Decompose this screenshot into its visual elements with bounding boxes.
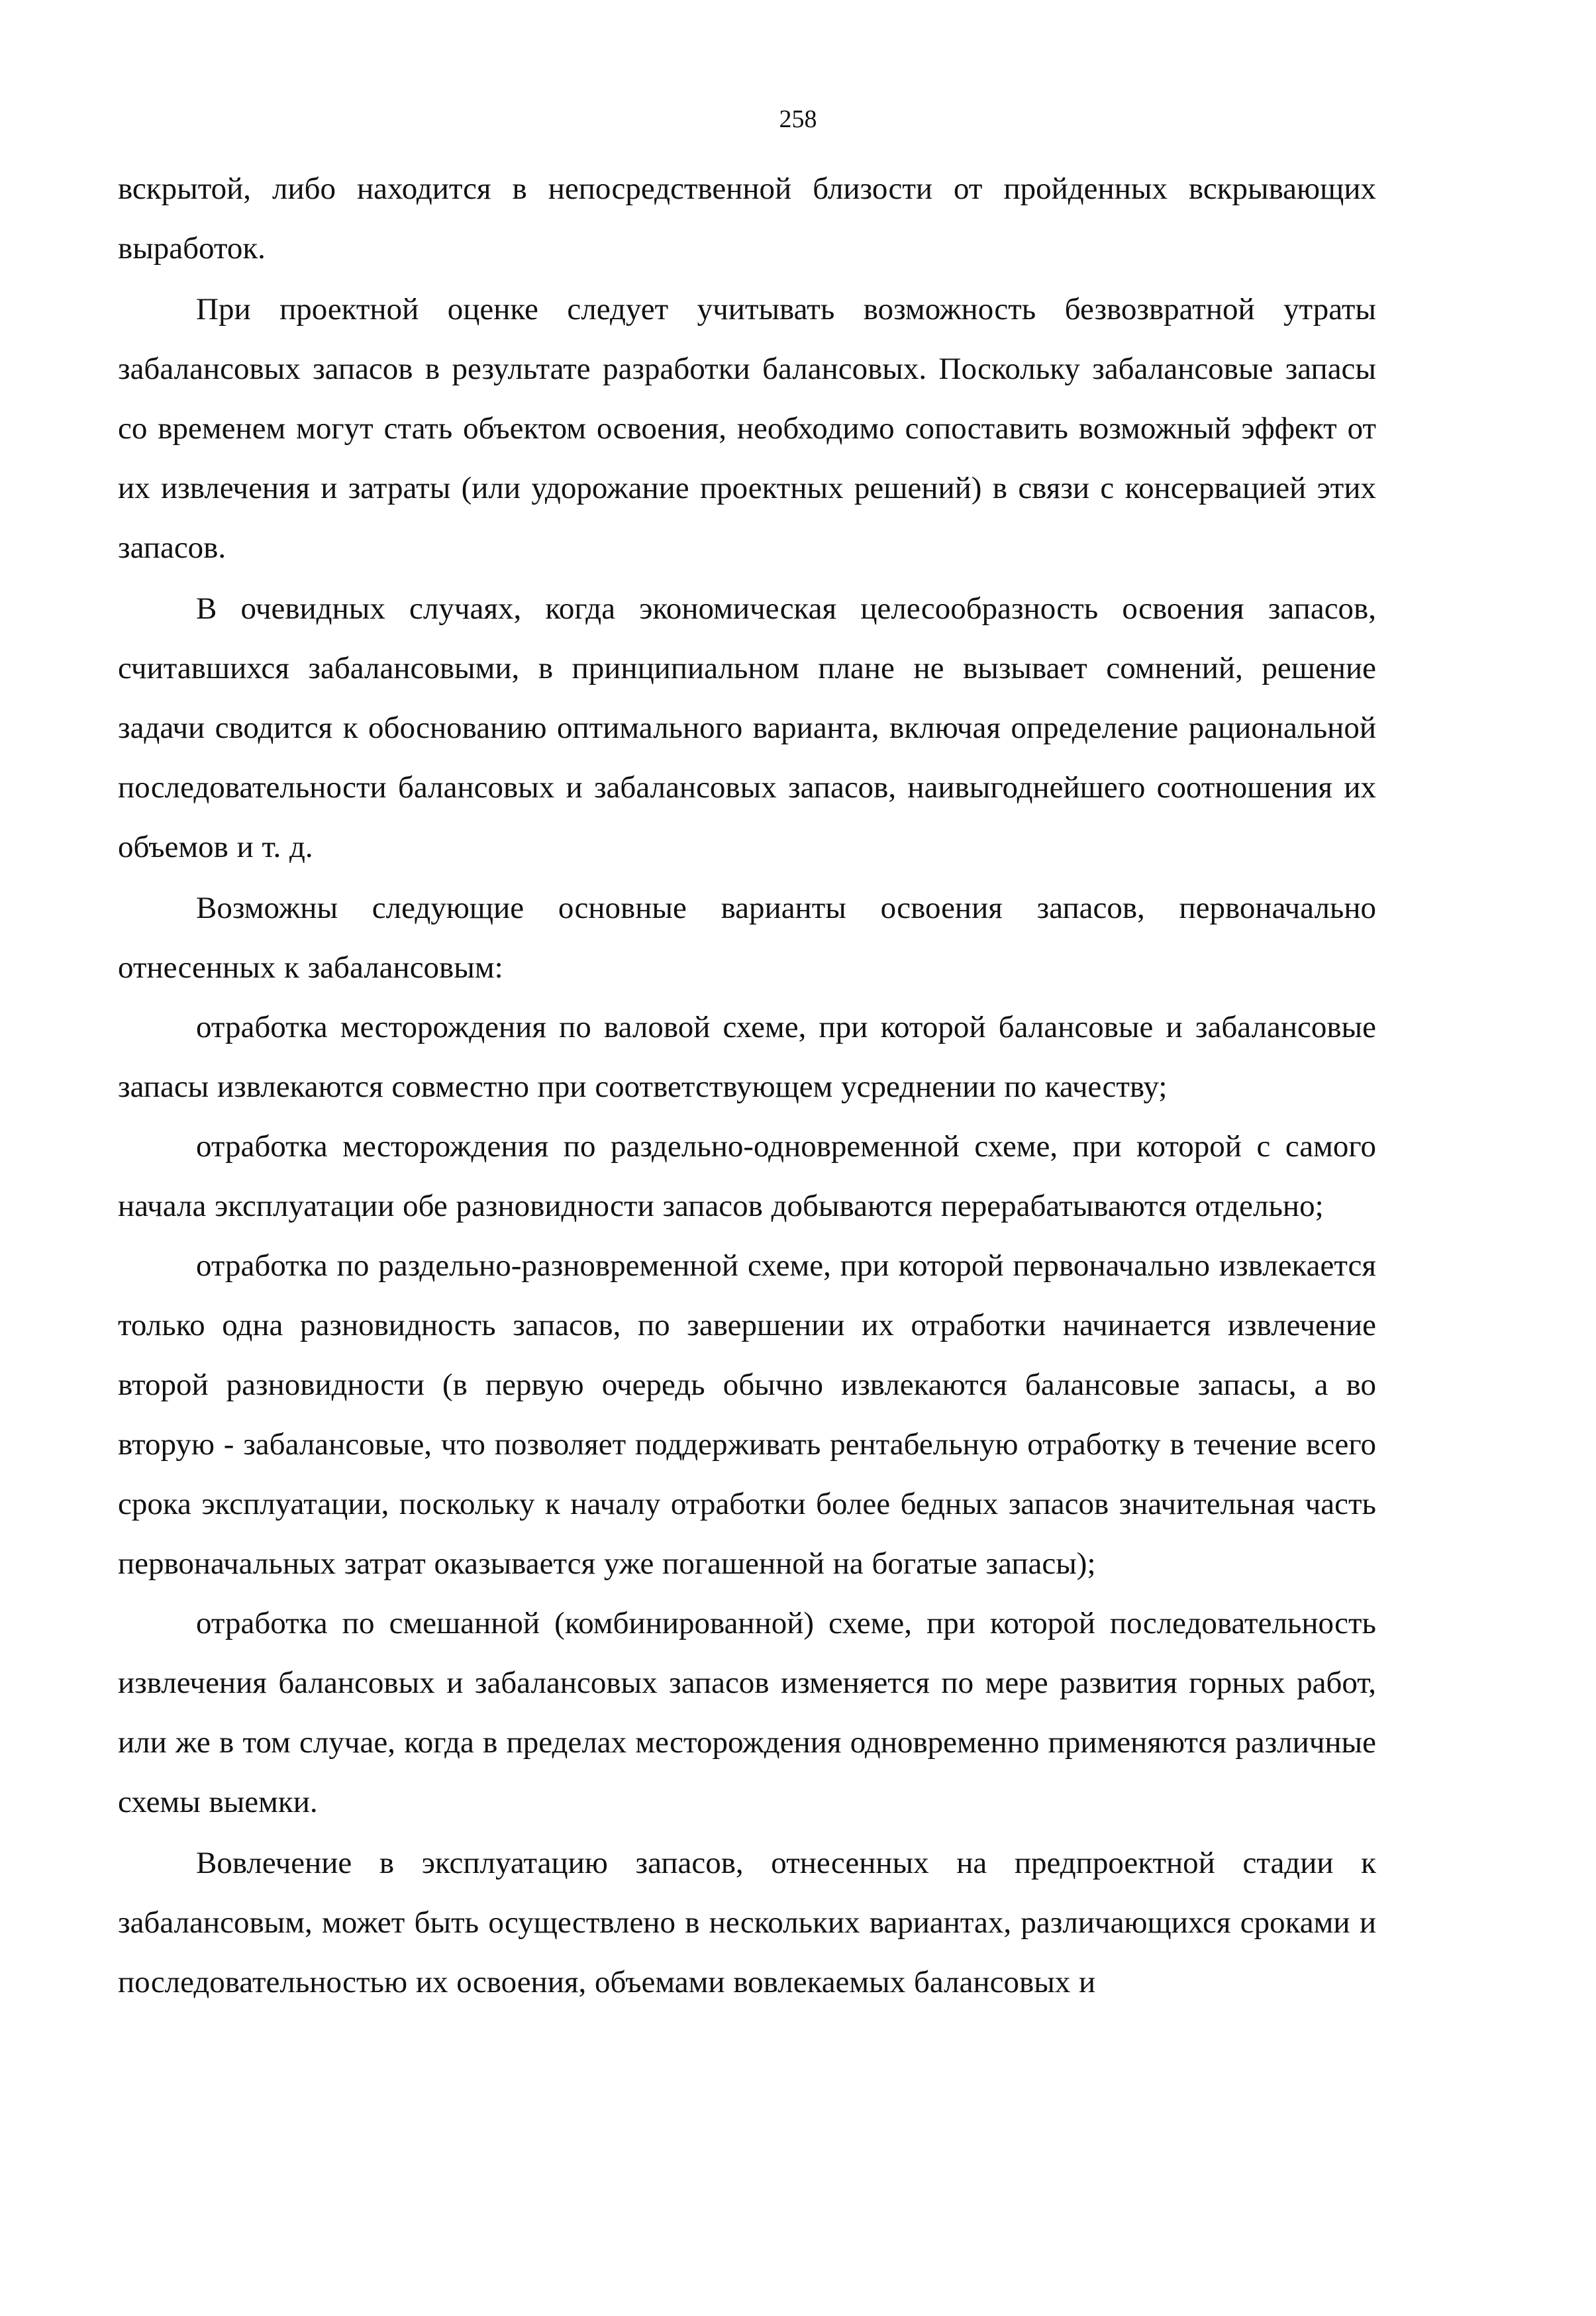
list-item-separate-simultaneous: отработка месторождения по раздельно-одновременной схеме, при которой с самого начала эксплуатации обе разновидности запасов добываются перерабатываются отдельно;	[118, 1129, 1376, 1223]
paragraph-options-intro: Возможны следующие основные варианты освоения запасов, первоначально отнесенных к забалансовым:	[118, 891, 1376, 985]
paragraph-project-assessment: При проектной оценке следует учитывать возможность безвозвратной утраты забалансовых запасов в результате разработки балансовых. Поскольку забалансовые запасы со временем могут стать объектом освоения, необходимо сопоставить возможный эффект от их извлечения и затраты (или удорожание проектных решений) в связи с консервацией этих запасов.	[118, 292, 1376, 565]
list-item-gross-scheme: отработка месторождения по валовой схеме, при которой балансовые и забалансовые запасы извлекаются совместно при соответствующем усреднении по качеству;	[118, 1010, 1376, 1104]
page-number: 258	[779, 105, 817, 133]
paragraph-continuation: вскрытой, либо находится в непосредственной близости от пройденных вскрывающих выработок.	[118, 172, 1376, 266]
page-body	[118, 159, 1376, 2012]
list-item-mixed-scheme: отработка по смешанной (комбинированной) схеме, при которой последовательность извлечения балансовых и забалансовых запасов изменяется по мере развития горных работ, или же в том случае, когда в пределах месторождения одновременно применяются различные схемы выемки.	[118, 1606, 1376, 1819]
list-item-separate-sequential: отработка по раздельно-разновременной схеме, при которой первоначально извлекается только одна разновидность запасов, по завершении их отработки начинается извлечение второй разновидности (в первую очередь обычно извлекаются балансовые запасы, а во вторую - забалансовые, что позволяет поддерживать рентабельную отработку в течение всего срока эксплуатации, поскольку к началу отработки более бедных запасов значительная часть первоначальных затрат оказывается уже погашенной на богатые запасы);	[118, 1248, 1376, 1581]
paragraph-obvious-cases: В очевидных случаях, когда экономическая целесообразность освоения запасов, считавшихся забалансовыми, в принципиальном плане не вызывает сомнений, решение задачи сводится к обоснованию оптимального варианта, включая определение рациональной последовательности балансовых и забалансовых запасов, наивыгоднейшего соотношения их объемов и т. д.	[118, 591, 1376, 864]
paragraph-involvement: Вовлечение в эксплуатацию запасов, отнесенных на предпроектной стадии к забалансовым, может быть осуществлено в нескольких вариантах, различающихся сроками и последовательностью их освоения, объемами вовлекаемых балансовых и	[118, 1846, 1376, 1999]
